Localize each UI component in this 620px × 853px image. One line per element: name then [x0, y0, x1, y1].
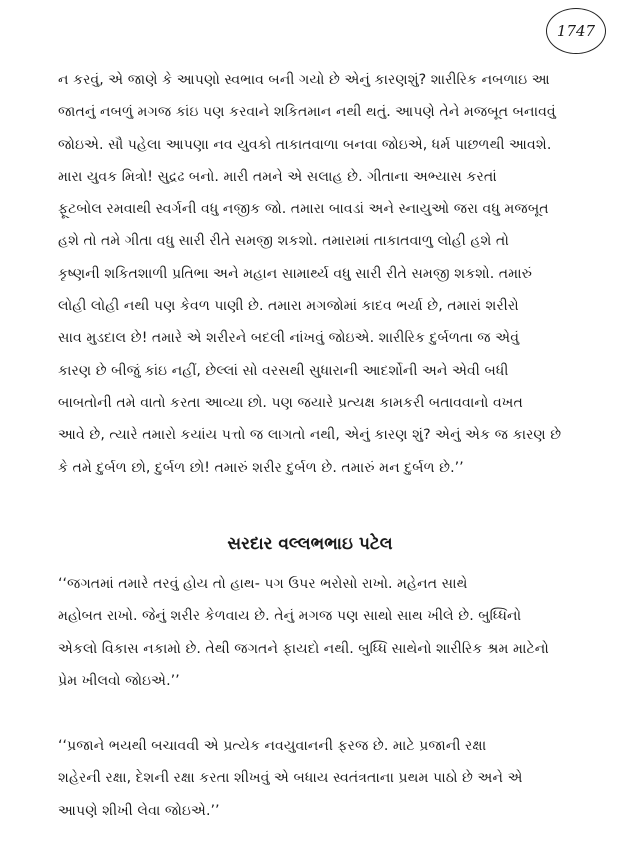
paragraph-1: ન કરવું, એ જાણે કે આપણો સ્વભાવ બની ગયો છે એનું કારણશું? શારીરિક નબળાઇ આ જાતનું નબળું મગજ કાંઇ પણ કરવાને શકિતમાન નથી થતું. આપણે તેને મજબૂત બનાવવું જોઇએ. સૌ પહેલા આપણા નવ યુવકો તાકાતવાળા બનવા જોઇએ, ધર્મ પાછળથી આવશે. મારા યુવક મિત્રો! સુદ્રઢ બનો. મારી તમને એ સલાહ છે. ગીતાના અભ્યાસ કરતાં ફૂટબોલ રમવાથી સ્વર્ગની વધુ નજીક જો. તમારા બાવડાં અને સ્નાયુઓ જરા વધુ મજબૂત હશે તો તમે ગીતા વધુ સારી રીતે સમજી શકશો. તમારામાં તાકાતવાળુ લોહી હશે તો કૃષ્ણની શકિતશાળી પ્રતિભા અને મહાન સામાર્થ્ય વધુ સારી રીતે સમજી શકશો. તમારું લોહી લોહી નથી પણ કેવળ પાણી છે. તમારા મગજોમાં કાદવ ભર્યા છે, તમારાં શરીરો સાવ મુડદાલ છે! તમારે એ શરીરને બદલી નાંખવું જોઇએ. શારીરિક દુર્બળતા જ એવું કારણ છે બીજું કાંઇ નહીં, છેલ્લાં સો વરસથી સુધારાની આદર્શોની અને એવી બધી બાબતોની તમે વાતો કરતા આવ્યા છો. પણ જયારે પ્રત્યક્ષ કામકરી બતાવવાનો વખત આવે છે, ત્યારે તમારો કયાંય પત્તો જ લાગતો નથી, એનું કારણ શું? એનું એક જ કારણ છે કે તમે દુર્બળ છો, દુર્બળ છો! તમારું શરીર દુર્બળ છે. તમારું મન દુર્બળ છે.’’ [58, 72, 562, 476]
page-number-circle [546, 8, 606, 54]
page-number: 1747 [556, 22, 596, 40]
paragraph-3: ‘‘પ્રજાને ભયથી બચાવવી એ પ્રત્યેક નવયુવાનની ફરજ છે. માટે પ્રજાની રક્ષા શહેરની રક્ષા, દેશની રક્ષા કરતા શીખવું એ બધાય સ્વતંત્રતાના પ્રથમ પાઠો છે અને એ આપણે શીખી લેવા જોઇએ.’’ [58, 738, 523, 819]
section-heading: સરદાર વલ્લભભાઇ પટેલ [227, 534, 393, 554]
paragraph-2: ‘‘જગતમાં તમારે તરવું હોય તો હાથ- પગ ઉપર ભરોસો રાખો. મહેનત સાથે મહોબત રાખો. જેનું શરીર કેળવાય છે. તેનું મગજ પણ સાથો સાથ ખીલે છે. બુધ્ધિનો એકલો વિકાસ નકામો છે. તેથી જગતને ફાયદો નથી. બુધ્ધિ સાથેનો શારીરિક શ્રમ માટેનો પ્રેમ ખીલવો જોઇએ.’’ [58, 576, 549, 689]
